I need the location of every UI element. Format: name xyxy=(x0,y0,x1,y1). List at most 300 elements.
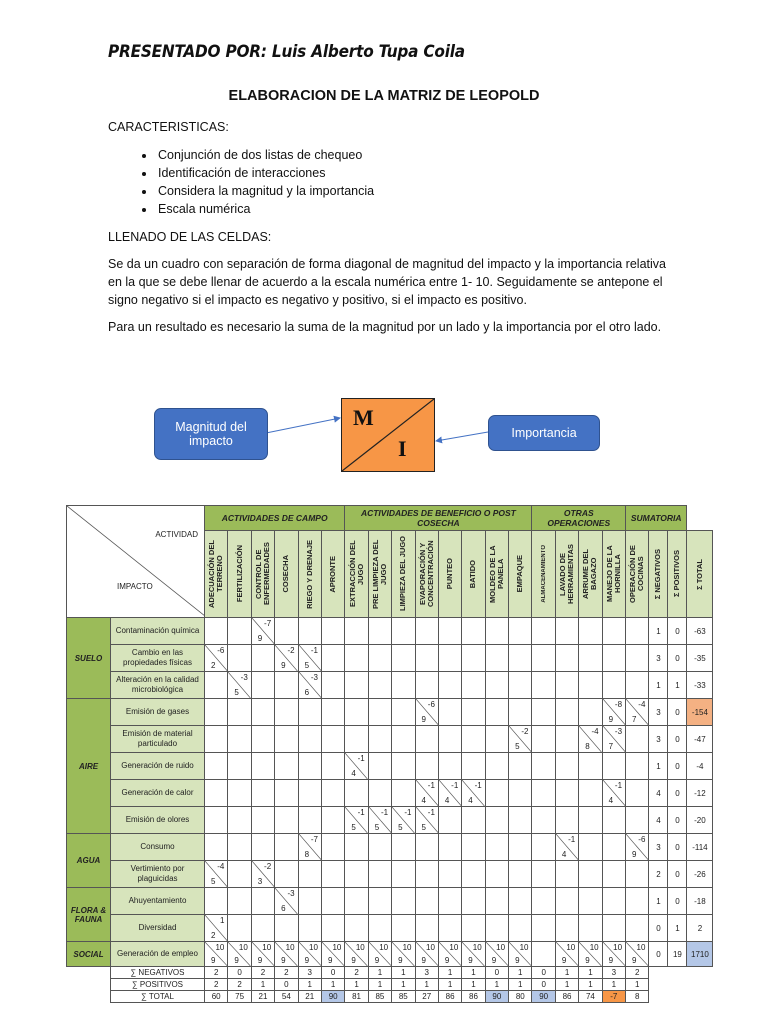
footer-value: 1 xyxy=(415,979,438,991)
activity-header xyxy=(438,531,461,618)
matrix-cell xyxy=(462,699,485,726)
matrix-cell xyxy=(555,942,578,967)
activity-label: PUNTEO xyxy=(445,558,455,590)
activity-header xyxy=(321,531,344,618)
matrix-cell xyxy=(532,699,555,726)
activity-label: EVAPORACIÓN Y CONCENTRACIÓN xyxy=(417,540,435,608)
matrix-cell xyxy=(579,699,602,726)
matrix-cell xyxy=(321,915,344,942)
matrix-cell xyxy=(602,618,625,645)
matrix-cell xyxy=(509,699,532,726)
matrix-cell xyxy=(368,942,391,967)
cell-magnitude: 10 xyxy=(215,943,225,952)
cell-importance: 5 xyxy=(398,823,403,832)
matrix-cell xyxy=(275,753,298,780)
matrix-cell xyxy=(298,726,321,753)
matrix-cell xyxy=(602,645,625,672)
matrix-cell xyxy=(368,888,391,915)
matrix-cell xyxy=(345,888,368,915)
matrix-cell xyxy=(251,888,274,915)
matrix-cell xyxy=(205,807,228,834)
matrix-cell xyxy=(415,699,438,726)
impact-category: AIRE xyxy=(67,699,111,834)
cell-magnitude: -3 xyxy=(310,673,318,682)
matrix-cell xyxy=(368,807,391,834)
activity-header xyxy=(555,531,578,618)
matrix-cell xyxy=(438,861,461,888)
footer-value: 1 xyxy=(555,979,578,991)
footer-value: 0 xyxy=(275,979,298,991)
footer-value: 0 xyxy=(532,967,555,979)
sum-pos-cell: 0 xyxy=(668,780,687,807)
matrix-cell xyxy=(392,834,415,861)
activity-label: EXTRACCIÓN DEL JUGO xyxy=(347,540,365,608)
matrix-cell xyxy=(415,726,438,753)
footer-value: 1 xyxy=(345,979,368,991)
sum-pos-cell: 0 xyxy=(668,888,687,915)
table-row xyxy=(67,618,713,645)
activity-header xyxy=(275,531,298,618)
matrix-cell xyxy=(509,645,532,672)
matrix-cell xyxy=(205,888,228,915)
matrix-cell xyxy=(345,672,368,699)
matrix-cell xyxy=(321,834,344,861)
matrix-cell xyxy=(251,699,274,726)
footer-empty xyxy=(649,967,668,979)
cell-importance: 5 xyxy=(351,823,356,832)
cell-magnitude: -1 xyxy=(404,808,412,817)
activity-header xyxy=(392,531,415,618)
footer-value: 2 xyxy=(345,967,368,979)
matrix-cell xyxy=(485,834,508,861)
activity-header xyxy=(462,531,485,618)
cell-importance: 4 xyxy=(561,850,567,859)
footer-value: 85 xyxy=(392,991,415,1003)
matrix-cell xyxy=(205,753,228,780)
matrix-cell xyxy=(345,861,368,888)
activity-label: ALMACENAMIENTO xyxy=(540,545,547,603)
cell-importance: 9 xyxy=(608,956,614,965)
cell-importance: 9 xyxy=(444,956,450,965)
activity-header xyxy=(345,531,368,618)
matrix-cell xyxy=(251,807,274,834)
matrix-cell xyxy=(392,861,415,888)
matrix-cell xyxy=(462,915,485,942)
sum-header xyxy=(668,531,687,618)
matrix-cell xyxy=(579,753,602,780)
matrix-cell xyxy=(579,807,602,834)
cell-importance: 4 xyxy=(468,796,473,805)
sum-header xyxy=(649,531,668,618)
cell-magnitude: -1 xyxy=(614,781,623,790)
cell-importance: 9 xyxy=(421,715,426,724)
cell-magnitude: -4 xyxy=(217,862,225,871)
importance-box: Importancia xyxy=(488,415,600,451)
matrix-cell xyxy=(228,807,251,834)
arrow-to-magnitude xyxy=(266,418,340,433)
sum-neg-cell: 1 xyxy=(649,618,668,645)
matrix-cell xyxy=(626,861,649,888)
footer-row xyxy=(67,967,713,979)
cell-importance: 9 xyxy=(585,956,590,965)
matrix-cell xyxy=(602,861,625,888)
footer-value: 0 xyxy=(321,967,344,979)
matrix-cell xyxy=(251,861,274,888)
table-row xyxy=(67,699,713,726)
activity-header xyxy=(579,531,602,618)
footer-value: 0 xyxy=(228,967,251,979)
matrix-cell xyxy=(298,699,321,726)
matrix-cell xyxy=(205,780,228,807)
footer-row xyxy=(67,979,713,991)
activity-label: FERTILIZACIÓN xyxy=(234,545,244,603)
table-row xyxy=(67,753,713,780)
activity-group-header: SUMATORIA xyxy=(626,506,687,531)
matrix-cell xyxy=(368,645,391,672)
matrix-cell xyxy=(555,699,578,726)
matrix-cell xyxy=(532,915,555,942)
matrix-cell xyxy=(438,915,461,942)
footer-empty xyxy=(687,967,713,979)
matrix-cell xyxy=(205,834,228,861)
matrix-cell xyxy=(321,807,344,834)
footer-value: 21 xyxy=(251,991,274,1003)
matrix-cell xyxy=(438,888,461,915)
matrix-cell xyxy=(415,618,438,645)
matrix-cell xyxy=(415,645,438,672)
matrix-cell xyxy=(415,888,438,915)
matrix-cell xyxy=(321,780,344,807)
footer-label: ∑ POSITIVOS xyxy=(111,979,205,991)
footer-value: 2 xyxy=(251,967,274,979)
matrix-cell xyxy=(602,807,625,834)
footer-value: 3 xyxy=(415,967,438,979)
leopold-matrix xyxy=(66,505,713,1003)
matrix-cell xyxy=(368,672,391,699)
sum-pos-cell: 19 xyxy=(668,942,687,967)
activity-label: CONTROL DE ENFERMEDADES xyxy=(253,542,271,606)
activity-header xyxy=(205,531,228,618)
matrix-cell xyxy=(392,807,415,834)
matrix-cell xyxy=(509,915,532,942)
footer-value: 1 xyxy=(392,979,415,991)
impact-name: Consumo xyxy=(111,834,205,861)
matrix-cell xyxy=(392,780,415,807)
matrix-cell xyxy=(555,807,578,834)
footer-value: 2 xyxy=(205,979,228,991)
matrix-cell xyxy=(345,807,368,834)
footer-empty xyxy=(668,979,687,991)
matrix-cell xyxy=(485,753,508,780)
cell-magnitude: -1 xyxy=(568,835,576,844)
matrix-cell xyxy=(415,942,438,967)
matrix-cell xyxy=(438,834,461,861)
matrix-cell xyxy=(532,672,555,699)
footer-value: 75 xyxy=(228,991,251,1003)
footer-empty xyxy=(687,979,713,991)
activity-label: ADECUACIÓN DEL TERRENO xyxy=(207,540,225,608)
sum-total-cell: 2 xyxy=(687,915,713,942)
matrix-cell xyxy=(321,753,344,780)
footer-label: ∑ NEGATIVOS xyxy=(111,967,205,979)
matrix-cell xyxy=(555,888,578,915)
matrix-cell xyxy=(415,807,438,834)
matrix-cell xyxy=(368,834,391,861)
sum-total-cell: -12 xyxy=(687,780,713,807)
footer-empty xyxy=(649,979,668,991)
matrix-cell xyxy=(602,726,625,753)
footer-blank xyxy=(67,967,111,979)
presenter-line: PRESENTADO POR: Luis Alberto Tupa Coila xyxy=(108,42,465,62)
matrix-cell xyxy=(509,807,532,834)
matrix-cell xyxy=(275,699,298,726)
matrix-cell xyxy=(532,861,555,888)
sum-pos-cell: 0 xyxy=(668,753,687,780)
cell-magnitude: -3 xyxy=(614,727,623,736)
sum-label: Σ POSITIVOS xyxy=(672,550,682,598)
matrix-cell xyxy=(228,672,251,699)
cell-importance: 9 xyxy=(398,956,403,965)
matrix-cell xyxy=(251,645,274,672)
sum-pos-cell: 1 xyxy=(668,672,687,699)
matrix-cell xyxy=(485,618,508,645)
matrix-cell xyxy=(555,753,578,780)
matrix-cell xyxy=(251,915,274,942)
matrix-cell xyxy=(532,618,555,645)
cell-importance: 6 xyxy=(281,904,286,913)
matrix-cell xyxy=(485,888,508,915)
footer-value: 90 xyxy=(321,991,344,1003)
matrix-cell xyxy=(228,780,251,807)
matrix-cell xyxy=(205,726,228,753)
matrix-cell xyxy=(275,807,298,834)
activity-label: OPERACIÓN DE COCINAS xyxy=(628,545,646,603)
matrix-cell xyxy=(368,699,391,726)
matrix-cell xyxy=(275,942,298,967)
cell-importance: 3 xyxy=(257,877,263,886)
table-row xyxy=(67,942,713,967)
matrix-cell xyxy=(555,618,578,645)
matrix-cell xyxy=(626,888,649,915)
activity-label: PRE LIMPIEZA DEL JUGO xyxy=(370,539,388,609)
activity-label: BATIDO xyxy=(468,559,478,589)
sum-neg-cell: 3 xyxy=(649,699,668,726)
matrix-cell xyxy=(532,807,555,834)
cell-magnitude: 10 xyxy=(355,943,365,952)
matrix-cell xyxy=(462,618,485,645)
matrix-cell xyxy=(602,834,625,861)
footer-value: 60 xyxy=(205,991,228,1003)
cell-magnitude: 10 xyxy=(566,943,576,952)
matrix-cell xyxy=(228,753,251,780)
sum-header xyxy=(687,531,713,618)
activity-label: LIMPIEZA DEL JUGO xyxy=(398,536,408,612)
matrix-cell xyxy=(602,942,625,967)
matrix-cell xyxy=(345,753,368,780)
matrix-cell xyxy=(275,672,298,699)
matrix-cell xyxy=(509,888,532,915)
impact-category: SUELO xyxy=(67,618,111,699)
cell-magnitude: -6 xyxy=(638,835,646,844)
matrix-cell xyxy=(579,834,602,861)
matrix-cell xyxy=(555,861,578,888)
cell-magnitude: 10 xyxy=(402,943,412,952)
matrix-cell xyxy=(345,780,368,807)
activity-header xyxy=(626,531,649,618)
matrix-cell xyxy=(368,726,391,753)
impact-name: Generación de calor xyxy=(111,780,205,807)
cell-magnitude: -2 xyxy=(287,646,295,655)
activity-header xyxy=(228,531,251,618)
impact-name: Vertimiento por plaguicidas xyxy=(111,861,205,888)
table-row xyxy=(67,915,713,942)
matrix-cell xyxy=(509,780,532,807)
matrix-cell xyxy=(321,699,344,726)
cell-magnitude: -1 xyxy=(381,808,389,817)
matrix-cell xyxy=(392,753,415,780)
footer-empty xyxy=(649,991,668,1003)
matrix-cell xyxy=(602,699,625,726)
cell-importance: 5 xyxy=(515,742,520,751)
footer-row xyxy=(67,991,713,1003)
footer-value: 2 xyxy=(275,967,298,979)
sum-label: Σ NEGATIVOS xyxy=(653,548,663,600)
matrix-cell xyxy=(579,915,602,942)
cell-importance: 9 xyxy=(304,956,310,965)
matrix-cell xyxy=(415,915,438,942)
matrix-cell xyxy=(275,645,298,672)
matrix-cell xyxy=(626,645,649,672)
matrix-cell xyxy=(251,780,274,807)
matrix-cell xyxy=(485,699,508,726)
matrix-cell xyxy=(205,672,228,699)
matrix-cell xyxy=(438,699,461,726)
matrix-cell xyxy=(321,888,344,915)
matrix-cell xyxy=(485,672,508,699)
cell-importance: 9 xyxy=(421,956,426,965)
footer-value: 1 xyxy=(602,979,625,991)
matrix-cell xyxy=(368,861,391,888)
matrix-cell xyxy=(509,618,532,645)
footer-value: 1 xyxy=(579,979,602,991)
footer-value: 1 xyxy=(321,979,344,991)
matrix-cell xyxy=(626,915,649,942)
matrix-cell xyxy=(626,618,649,645)
activity-label: MANEJO DE LA HORNILLA xyxy=(604,545,622,603)
sum-pos-cell: 0 xyxy=(668,726,687,753)
matrix-cell xyxy=(462,807,485,834)
activity-header xyxy=(532,531,555,618)
cell-importance: 4 xyxy=(444,796,450,805)
footer-value: 8 xyxy=(626,991,649,1003)
activity-group-header: OTRAS OPERACIONES xyxy=(532,506,626,531)
footer-blank xyxy=(67,979,111,991)
matrix-cell xyxy=(626,699,649,726)
footer-value: 1 xyxy=(392,967,415,979)
matrix-cell xyxy=(462,834,485,861)
matrix-cell xyxy=(392,942,415,967)
cell-magnitude: 10 xyxy=(589,943,599,952)
matrix-cell xyxy=(438,645,461,672)
cell-magnitude: 10 xyxy=(379,943,389,952)
activity-label: RIEGO Y DRENAJE xyxy=(304,539,314,609)
impact-name: Emisión de material particulado xyxy=(111,726,205,753)
sum-neg-cell: 2 xyxy=(649,861,668,888)
matrix-cell xyxy=(228,699,251,726)
matrix-cell xyxy=(321,861,344,888)
matrix-cell xyxy=(392,888,415,915)
cell-magnitude: 10 xyxy=(238,943,248,952)
sum-pos-cell: 0 xyxy=(668,699,687,726)
cell-importance: 4 xyxy=(608,796,614,805)
matrix-cell xyxy=(298,888,321,915)
cell-importance: 5 xyxy=(374,823,380,832)
sum-pos-cell: 0 xyxy=(668,834,687,861)
matrix-cell xyxy=(532,888,555,915)
matrix-cell xyxy=(579,645,602,672)
cell-magnitude: -6 xyxy=(217,646,225,655)
footer-value: 1 xyxy=(298,979,321,991)
matrix-cell xyxy=(321,726,344,753)
matrix-cell xyxy=(579,780,602,807)
cell-magnitude: -2 xyxy=(521,727,529,736)
matrix-cell xyxy=(509,942,532,967)
matrix-cell xyxy=(532,645,555,672)
cell-magnitude: -4 xyxy=(591,727,599,736)
footer-value: 90 xyxy=(485,991,508,1003)
sum-neg-cell: 3 xyxy=(649,726,668,753)
cell-magnitude: 10 xyxy=(472,943,482,952)
characteristics-heading: CARACTERISTICAS: xyxy=(108,120,229,134)
matrix-cell xyxy=(392,699,415,726)
matrix-cell xyxy=(251,726,274,753)
footer-value: 1 xyxy=(438,979,461,991)
matrix-cell xyxy=(205,618,228,645)
sum-neg-cell: 4 xyxy=(649,780,668,807)
sum-total-cell: -47 xyxy=(687,726,713,753)
matrix-cell xyxy=(205,861,228,888)
matrix-cell xyxy=(275,618,298,645)
activity-header xyxy=(485,531,508,618)
activity-header xyxy=(368,531,391,618)
activity-label: ARRUME DEL BAGAZO xyxy=(581,549,599,599)
matrix-cell xyxy=(438,618,461,645)
footer-value: 1 xyxy=(462,979,485,991)
list-item: • Identificación de interacciones xyxy=(156,164,374,182)
matrix-cell xyxy=(626,672,649,699)
cell-importance: 9 xyxy=(515,956,520,965)
matrix-cell xyxy=(228,942,251,967)
footer-value: 3 xyxy=(602,967,625,979)
impact-name: Generación de empleo xyxy=(111,942,205,967)
matrix-cell xyxy=(368,780,391,807)
footer-value: 1 xyxy=(555,967,578,979)
sum-pos-cell: 1 xyxy=(668,915,687,942)
matrix-cell xyxy=(321,645,344,672)
sum-neg-cell: 0 xyxy=(649,942,668,967)
matrix-cell xyxy=(555,780,578,807)
footer-value: 1 xyxy=(626,979,649,991)
footer-value: 54 xyxy=(275,991,298,1003)
cell-importance: 6 xyxy=(304,688,310,697)
cell-magnitude: 10 xyxy=(426,943,435,952)
cell-magnitude: -8 xyxy=(614,700,623,709)
matrix-cell xyxy=(462,645,485,672)
corner-impact-label: IMPACTO xyxy=(117,582,153,591)
matrix-cell xyxy=(345,726,368,753)
matrix-cell xyxy=(626,726,649,753)
matrix-cell xyxy=(228,915,251,942)
